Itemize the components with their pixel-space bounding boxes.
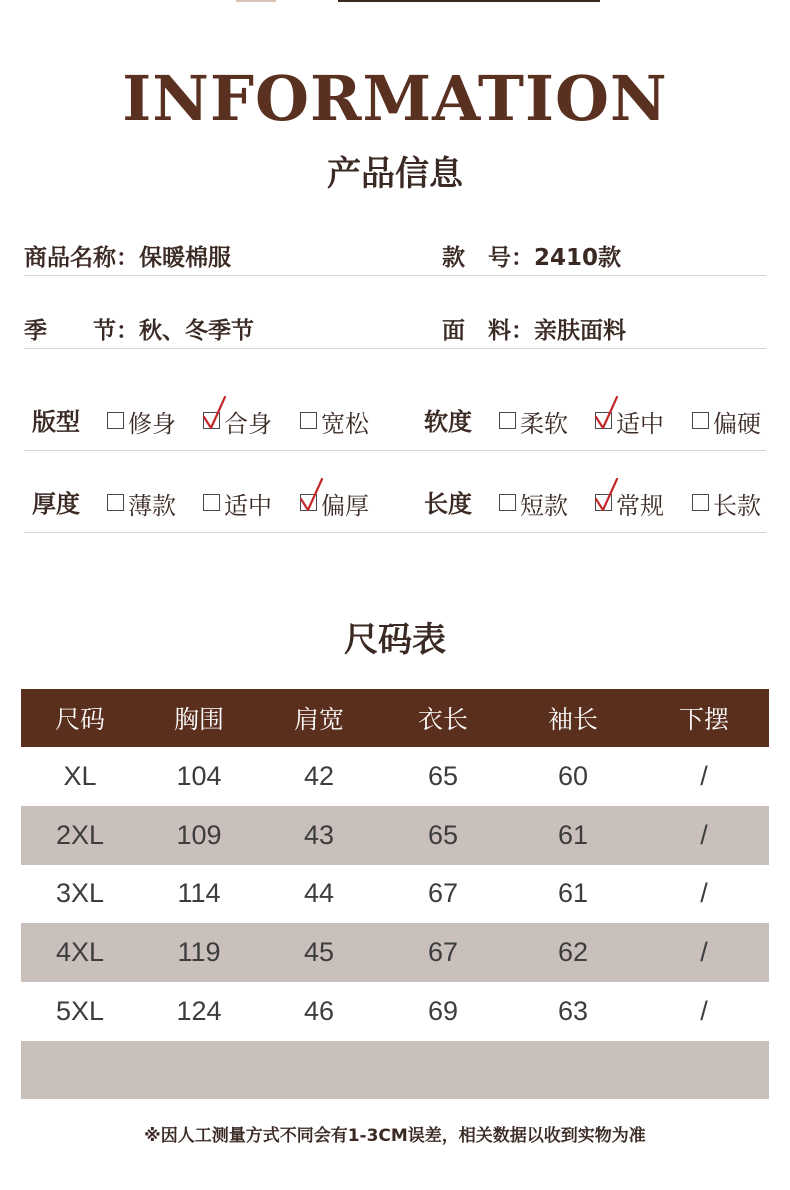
fit-label: 版型	[32, 408, 80, 436]
checkbox-icon	[692, 494, 709, 511]
length-option-label: 长款	[713, 492, 761, 520]
table-cell: 3XL	[55, 878, 105, 909]
info-row-name-model	[24, 235, 766, 276]
table-cell: /	[700, 996, 708, 1027]
checkbox-icon	[499, 494, 516, 511]
checkbox-icon	[107, 494, 124, 511]
page-title-english: INFORMATION	[122, 62, 668, 135]
column-header: 胸围	[139, 689, 259, 747]
thickness-label: 厚度	[32, 490, 80, 518]
table-cell: 61	[557, 878, 589, 909]
table-cell: 5XL	[55, 996, 105, 1027]
fit-option-label: 宽松	[321, 410, 369, 438]
table-row	[21, 923, 769, 982]
table-cell: 62	[507, 923, 639, 982]
checkbox-icon	[499, 412, 516, 429]
column-header: 尺码	[21, 689, 139, 747]
table-cell: /	[700, 878, 708, 909]
empty-cell	[639, 1041, 769, 1099]
table-cell: 46	[303, 996, 335, 1027]
checkbox-icon	[300, 412, 317, 429]
size-chart-title: 尺码表	[344, 620, 446, 660]
fit-option-label: 修身	[128, 410, 176, 438]
checkbox-icon	[692, 412, 709, 429]
top-decoration-line	[338, 0, 600, 2]
empty-cell	[259, 1041, 379, 1099]
softness-option-label: 偏硬	[713, 410, 761, 438]
thickness-option-label: 薄款	[128, 492, 176, 520]
table-cell: 119	[139, 923, 259, 982]
column-header: 衣长	[379, 689, 507, 747]
length-option-label: 常规	[616, 492, 664, 520]
table-cell: 65	[427, 760, 459, 791]
column-header: 肩宽	[259, 689, 379, 747]
empty-table-row	[21, 1041, 769, 1099]
length-option-label: 短款	[520, 492, 568, 520]
table-cell: 2XL	[21, 806, 139, 865]
table-cell: /	[639, 923, 769, 982]
table-cell: 42	[303, 760, 335, 791]
table-cell: 67	[427, 878, 459, 909]
table-cell: 60	[557, 760, 589, 791]
size-table-header	[21, 689, 769, 747]
softness-label: 软度	[424, 408, 472, 436]
checkbox-icon	[203, 494, 220, 511]
fabric-field: 面 料：亲肤面料	[442, 318, 626, 344]
column-header: 下摆	[639, 689, 769, 747]
table-row	[21, 865, 769, 924]
attribute-row	[24, 474, 766, 533]
attribute-row	[24, 392, 766, 451]
page-title-chinese: 产品信息	[327, 154, 463, 194]
top-decoration-mark	[236, 0, 276, 2]
table-cell: /	[700, 760, 708, 791]
length-label: 长度	[424, 490, 472, 518]
table-row	[21, 747, 769, 806]
table-row	[21, 806, 769, 865]
table-cell: 109	[139, 806, 259, 865]
thickness-option-label: 偏厚	[321, 492, 369, 520]
table-cell: /	[639, 806, 769, 865]
table-cell: 114	[177, 878, 221, 909]
table-row	[21, 982, 769, 1041]
empty-cell	[139, 1041, 259, 1099]
size-table	[21, 689, 769, 1099]
empty-cell	[21, 1041, 139, 1099]
softness-option-label: 柔软	[520, 410, 568, 438]
empty-cell	[379, 1041, 507, 1099]
info-row-season-fabric	[24, 308, 766, 349]
season-field: 季 节：秋、冬季节	[24, 318, 254, 344]
table-cell: 44	[303, 878, 335, 909]
table-cell: 104	[176, 760, 222, 791]
table-cell: 43	[259, 806, 379, 865]
table-cell: 45	[259, 923, 379, 982]
thickness-option-label: 适中	[224, 492, 272, 520]
measurement-note: ※因人工测量方式不同会有1-3CM误差，相关数据以收到实物为准	[144, 1126, 646, 1146]
table-cell: 63	[557, 996, 589, 1027]
empty-cell	[507, 1041, 639, 1099]
model-number-field: 款 号：2410款	[442, 245, 622, 271]
table-cell: 65	[379, 806, 507, 865]
column-header: 袖长	[507, 689, 639, 747]
table-cell: XL	[63, 760, 97, 791]
fit-option-label: 合身	[224, 410, 272, 438]
softness-option-label: 适中	[616, 410, 664, 438]
table-cell: 69	[427, 996, 459, 1027]
table-cell: 67	[379, 923, 507, 982]
product-name-field: 商品名称：保暖棉服	[24, 245, 231, 271]
table-cell: 4XL	[21, 923, 139, 982]
table-cell: 61	[507, 806, 639, 865]
checkbox-icon	[107, 412, 124, 429]
table-cell: 124	[176, 996, 222, 1027]
